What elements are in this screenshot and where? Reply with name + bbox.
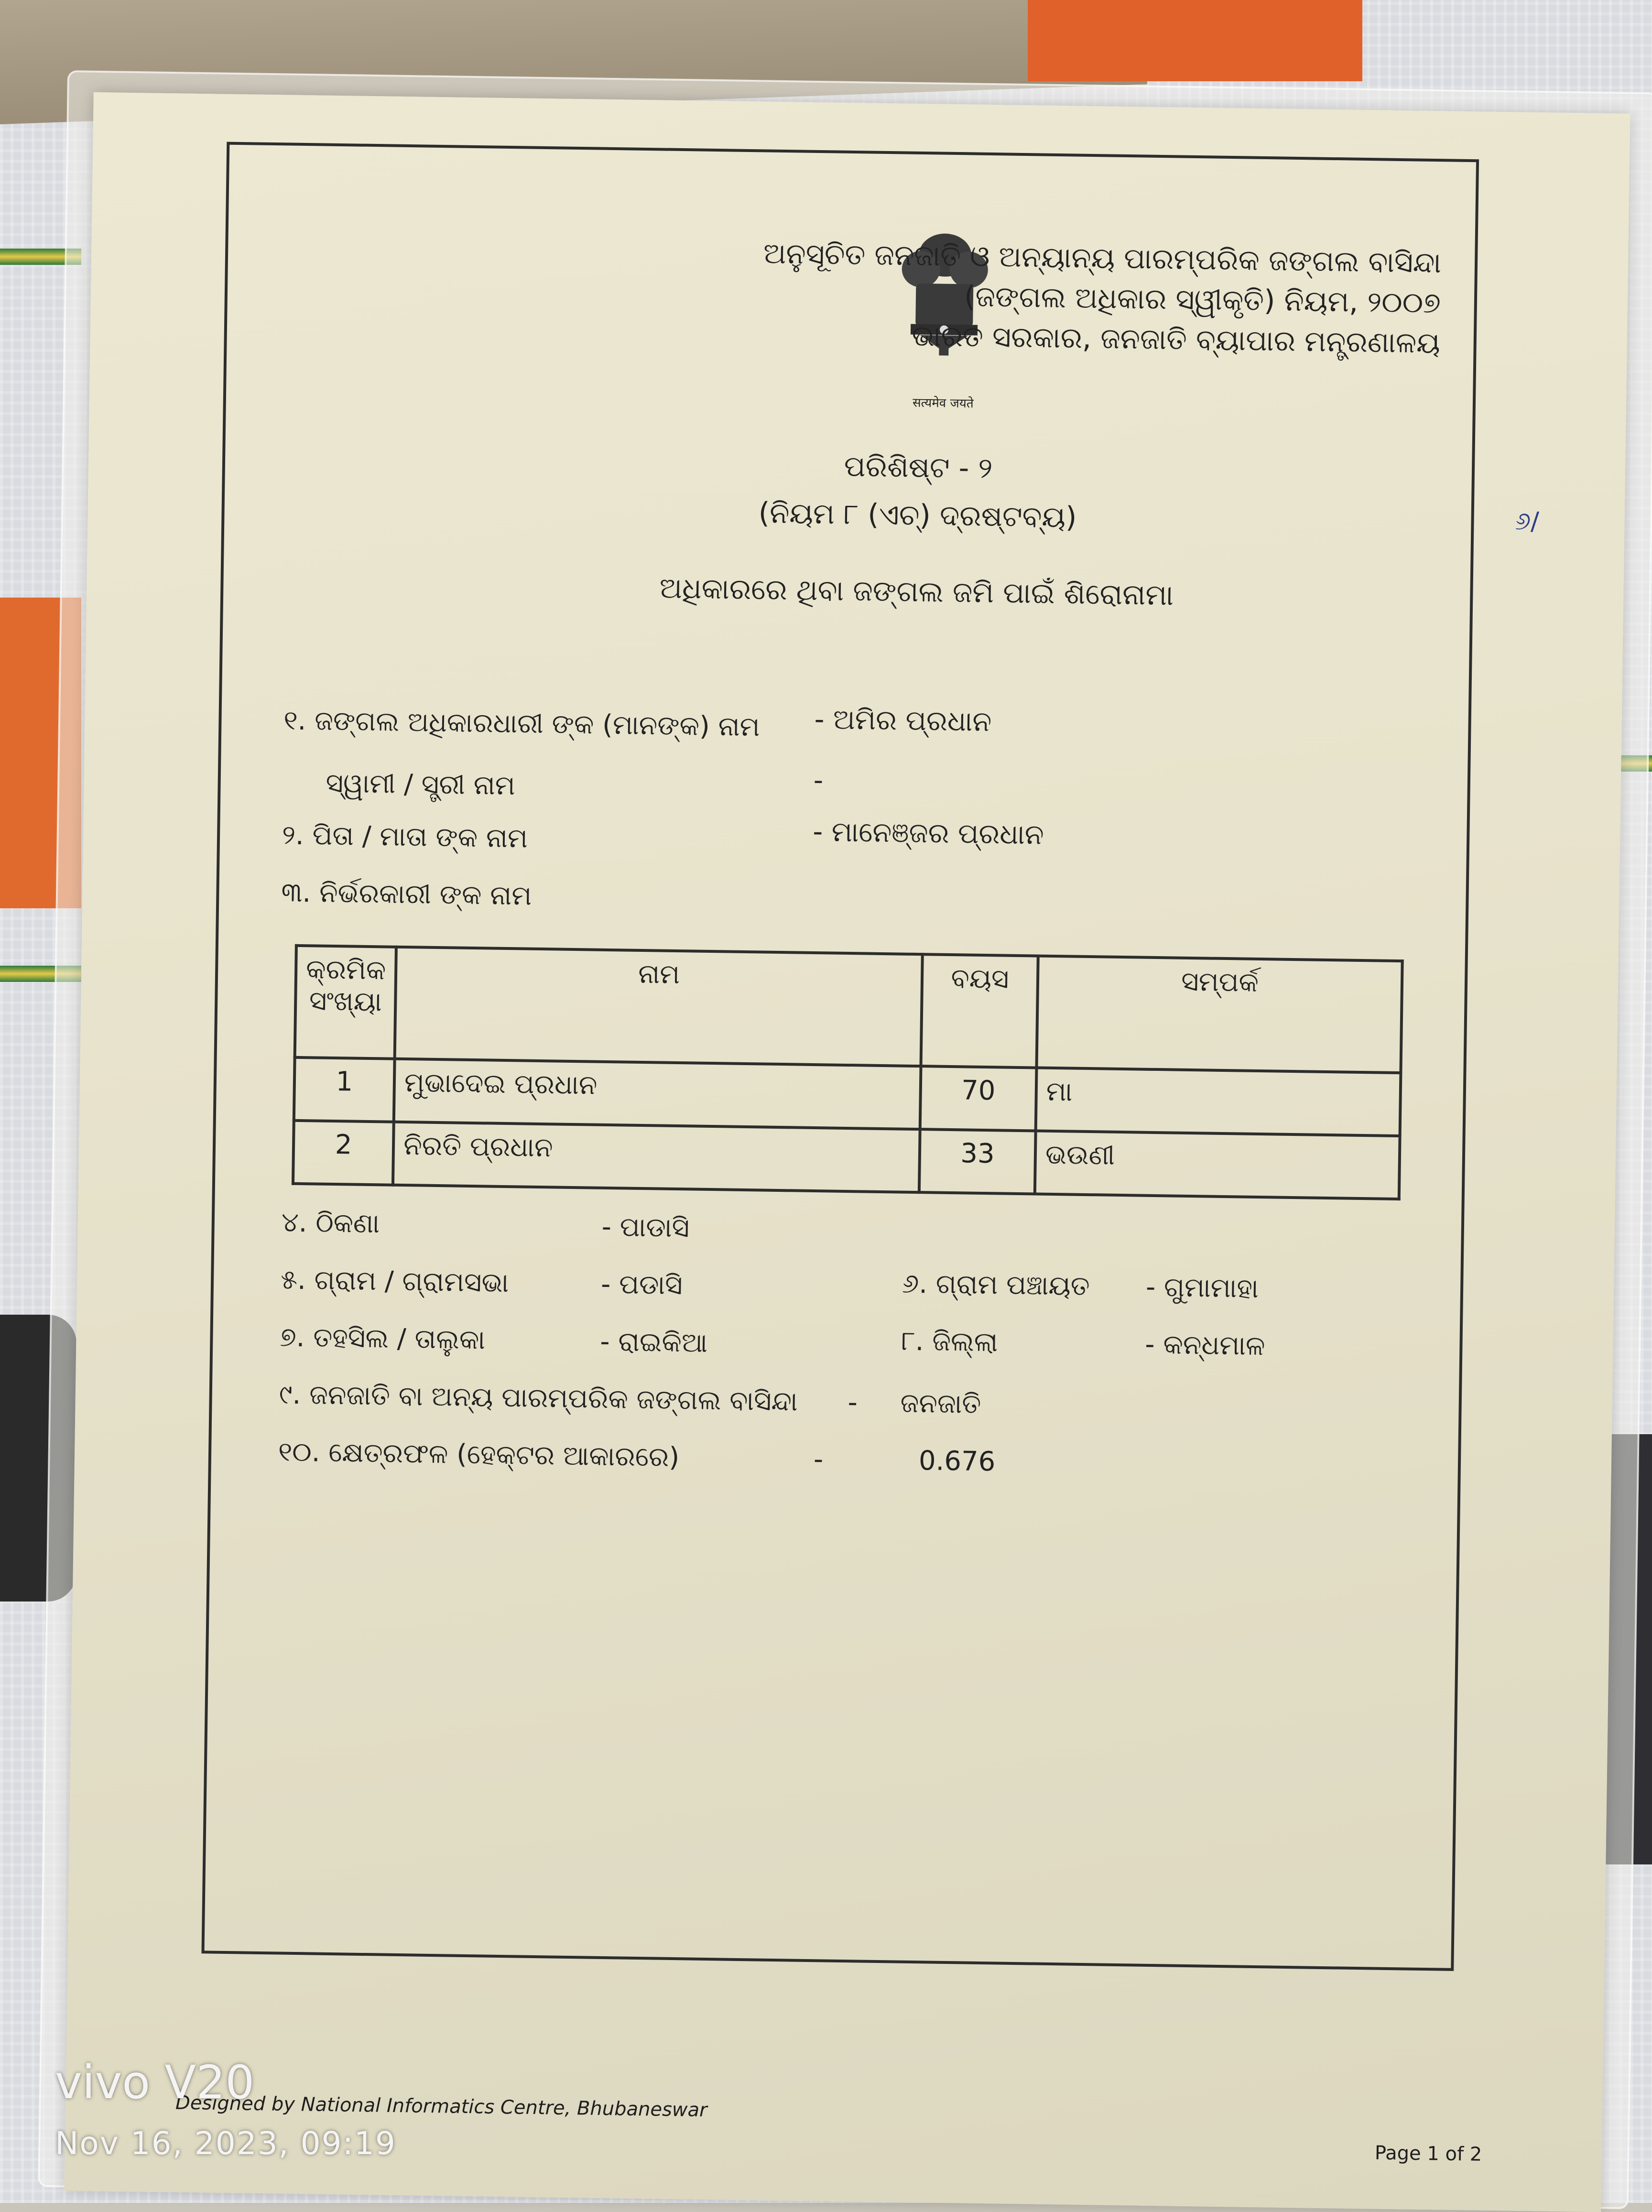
camera-brand-watermark: vivo V20	[55, 2056, 255, 2109]
header-line-3: ଭାରତ ସରକାର, ଜନଜାତି ବ୍ୟାପାର ମନ୍ତ୍ରଣାଳୟ	[912, 319, 1441, 360]
area-label: ୧୦. କ୍ଷେତ୍ରଫଳ (ହେକ୍ଟର ଆକାରରେ)	[278, 1436, 680, 1473]
document-border	[201, 142, 1540, 1971]
holder-name-value: - ଅମିର ପ୍ରଧାନ	[814, 702, 992, 738]
handwritten-mark: ୬/	[1515, 507, 1540, 536]
address-label: ୪. ଠିକଣା	[281, 1207, 380, 1240]
background-orange-print	[1028, 0, 1362, 81]
annexure-title: ପରିଶିଷ୍ଟ - ୨	[844, 449, 993, 486]
header-line-2: (ଜଙ୍ଗଲ ଅଧିକାର ସ୍ୱୀକୃତି) ନିୟମ, ୨୦୦୭	[964, 280, 1441, 320]
page-number: Page 1 of 2	[1374, 2142, 1482, 2166]
name-header: ନାମ	[395, 947, 923, 1066]
area-value: 0.676	[918, 1445, 996, 1478]
category-label: ୯. ଜନଜାତି ବା ଅନ୍ୟ ପାରମ୍ପରିକ ଜଙ୍ଗଲ ବାସିନ୍ଦା	[279, 1379, 798, 1417]
category-value: ଜନଜାତି	[900, 1387, 981, 1420]
tehsil-label: ୭. ତହସିଲ / ତାଲୁକା	[280, 1321, 486, 1356]
document-page	[65, 92, 1630, 2212]
village-label: ୫. ଗ୍ରାମ / ଗ୍ରାମସଭା	[280, 1264, 509, 1299]
area-dash: -	[813, 1444, 824, 1475]
designer-credit: Designed by National Informatics Centre, Bhubaneswar	[175, 2092, 707, 2122]
serial-cell: 2	[293, 1121, 394, 1185]
age-cell: 70	[920, 1066, 1037, 1131]
emblem-motto: सत्यमेव जयते	[912, 395, 974, 411]
dependents-table	[292, 944, 1404, 1200]
document-title: ଅଧିକାରରେ ଥିବା ଜଙ୍ଗଲ ଜମି ପାଇଁ ଶିରୋନାମା	[659, 571, 1174, 612]
spouse-name-label: ସ୍ୱାମୀ / ସ୍ତ୍ରୀ ନାମ	[326, 767, 516, 802]
village-value: - ପଡାସି	[600, 1268, 683, 1301]
holder-name-label: ୧. ଜଙ୍ଗଲ ଅଧିକାରଧାରୀ ଙ୍କ (ମାନଙ୍କ) ନାମ	[283, 705, 761, 743]
spouse-name-value: -	[813, 764, 824, 796]
panchayat-label: ୬. ଗ୍ରାମ ପଞ୍ଚାୟତ	[902, 1268, 1090, 1302]
district-value: - କନ୍ଧମାଳ	[1144, 1329, 1265, 1362]
header-line-1: ଅନୁସୂଚିତ ଜନଜାତି ଓ ଅନ୍ୟାନ୍ୟ ପାରମ୍ପରିକ ଜଙ୍ଗଲ ବାସିନ୍ଦା	[763, 237, 1442, 280]
relation-header: ସମ୍ପର୍କ	[1037, 956, 1402, 1073]
dependents-label: ୩. ନିର୍ଭରକାରୀ ଙ୍କ ନାମ	[281, 877, 532, 912]
serial-header	[295, 946, 396, 1059]
age-cell: 33	[919, 1129, 1036, 1194]
serial-cell: 1	[294, 1057, 395, 1122]
relation-cell: ମା	[1036, 1068, 1401, 1136]
camera-datetime-watermark: Nov 16, 2023, 09:19	[55, 2125, 396, 2162]
name-cell: ନିରତି ପ୍ରଧାନ	[393, 1122, 920, 1192]
tehsil-value: - ରାଇକିଆ	[599, 1326, 708, 1359]
age-header: ବୟସ	[921, 954, 1038, 1068]
rule-reference: (ନିୟମ ୮ (ଏଚ୍) ଦ୍ରଷ୍ଟବ୍ୟ)	[758, 496, 1077, 534]
serial-header-line-2: ସଂଖ୍ୟା	[309, 985, 382, 1018]
address-value: - ପାଡାସି	[601, 1211, 690, 1244]
serial-header-line-1: କ୍ରମିକ	[305, 954, 386, 986]
parent-name-label: ୨. ପିତା / ମାତା ଙ୍କ ନାମ	[282, 819, 528, 854]
table-header-row	[295, 946, 1402, 1073]
parent-name-value: - ମାନେଞ୍ଜର ପ୍ରଧାନ	[812, 815, 1044, 851]
district-label: ୮. ଜିଲ୍ଲା	[901, 1325, 998, 1358]
category-dash: -	[848, 1387, 858, 1418]
name-cell: ମୁଭାଦେଇ ପ୍ରଧାନ	[394, 1059, 921, 1129]
panchayat-value: - ଗୁମାମାହା	[1145, 1271, 1259, 1305]
relation-cell: ଭଉଣୀ	[1035, 1131, 1400, 1199]
